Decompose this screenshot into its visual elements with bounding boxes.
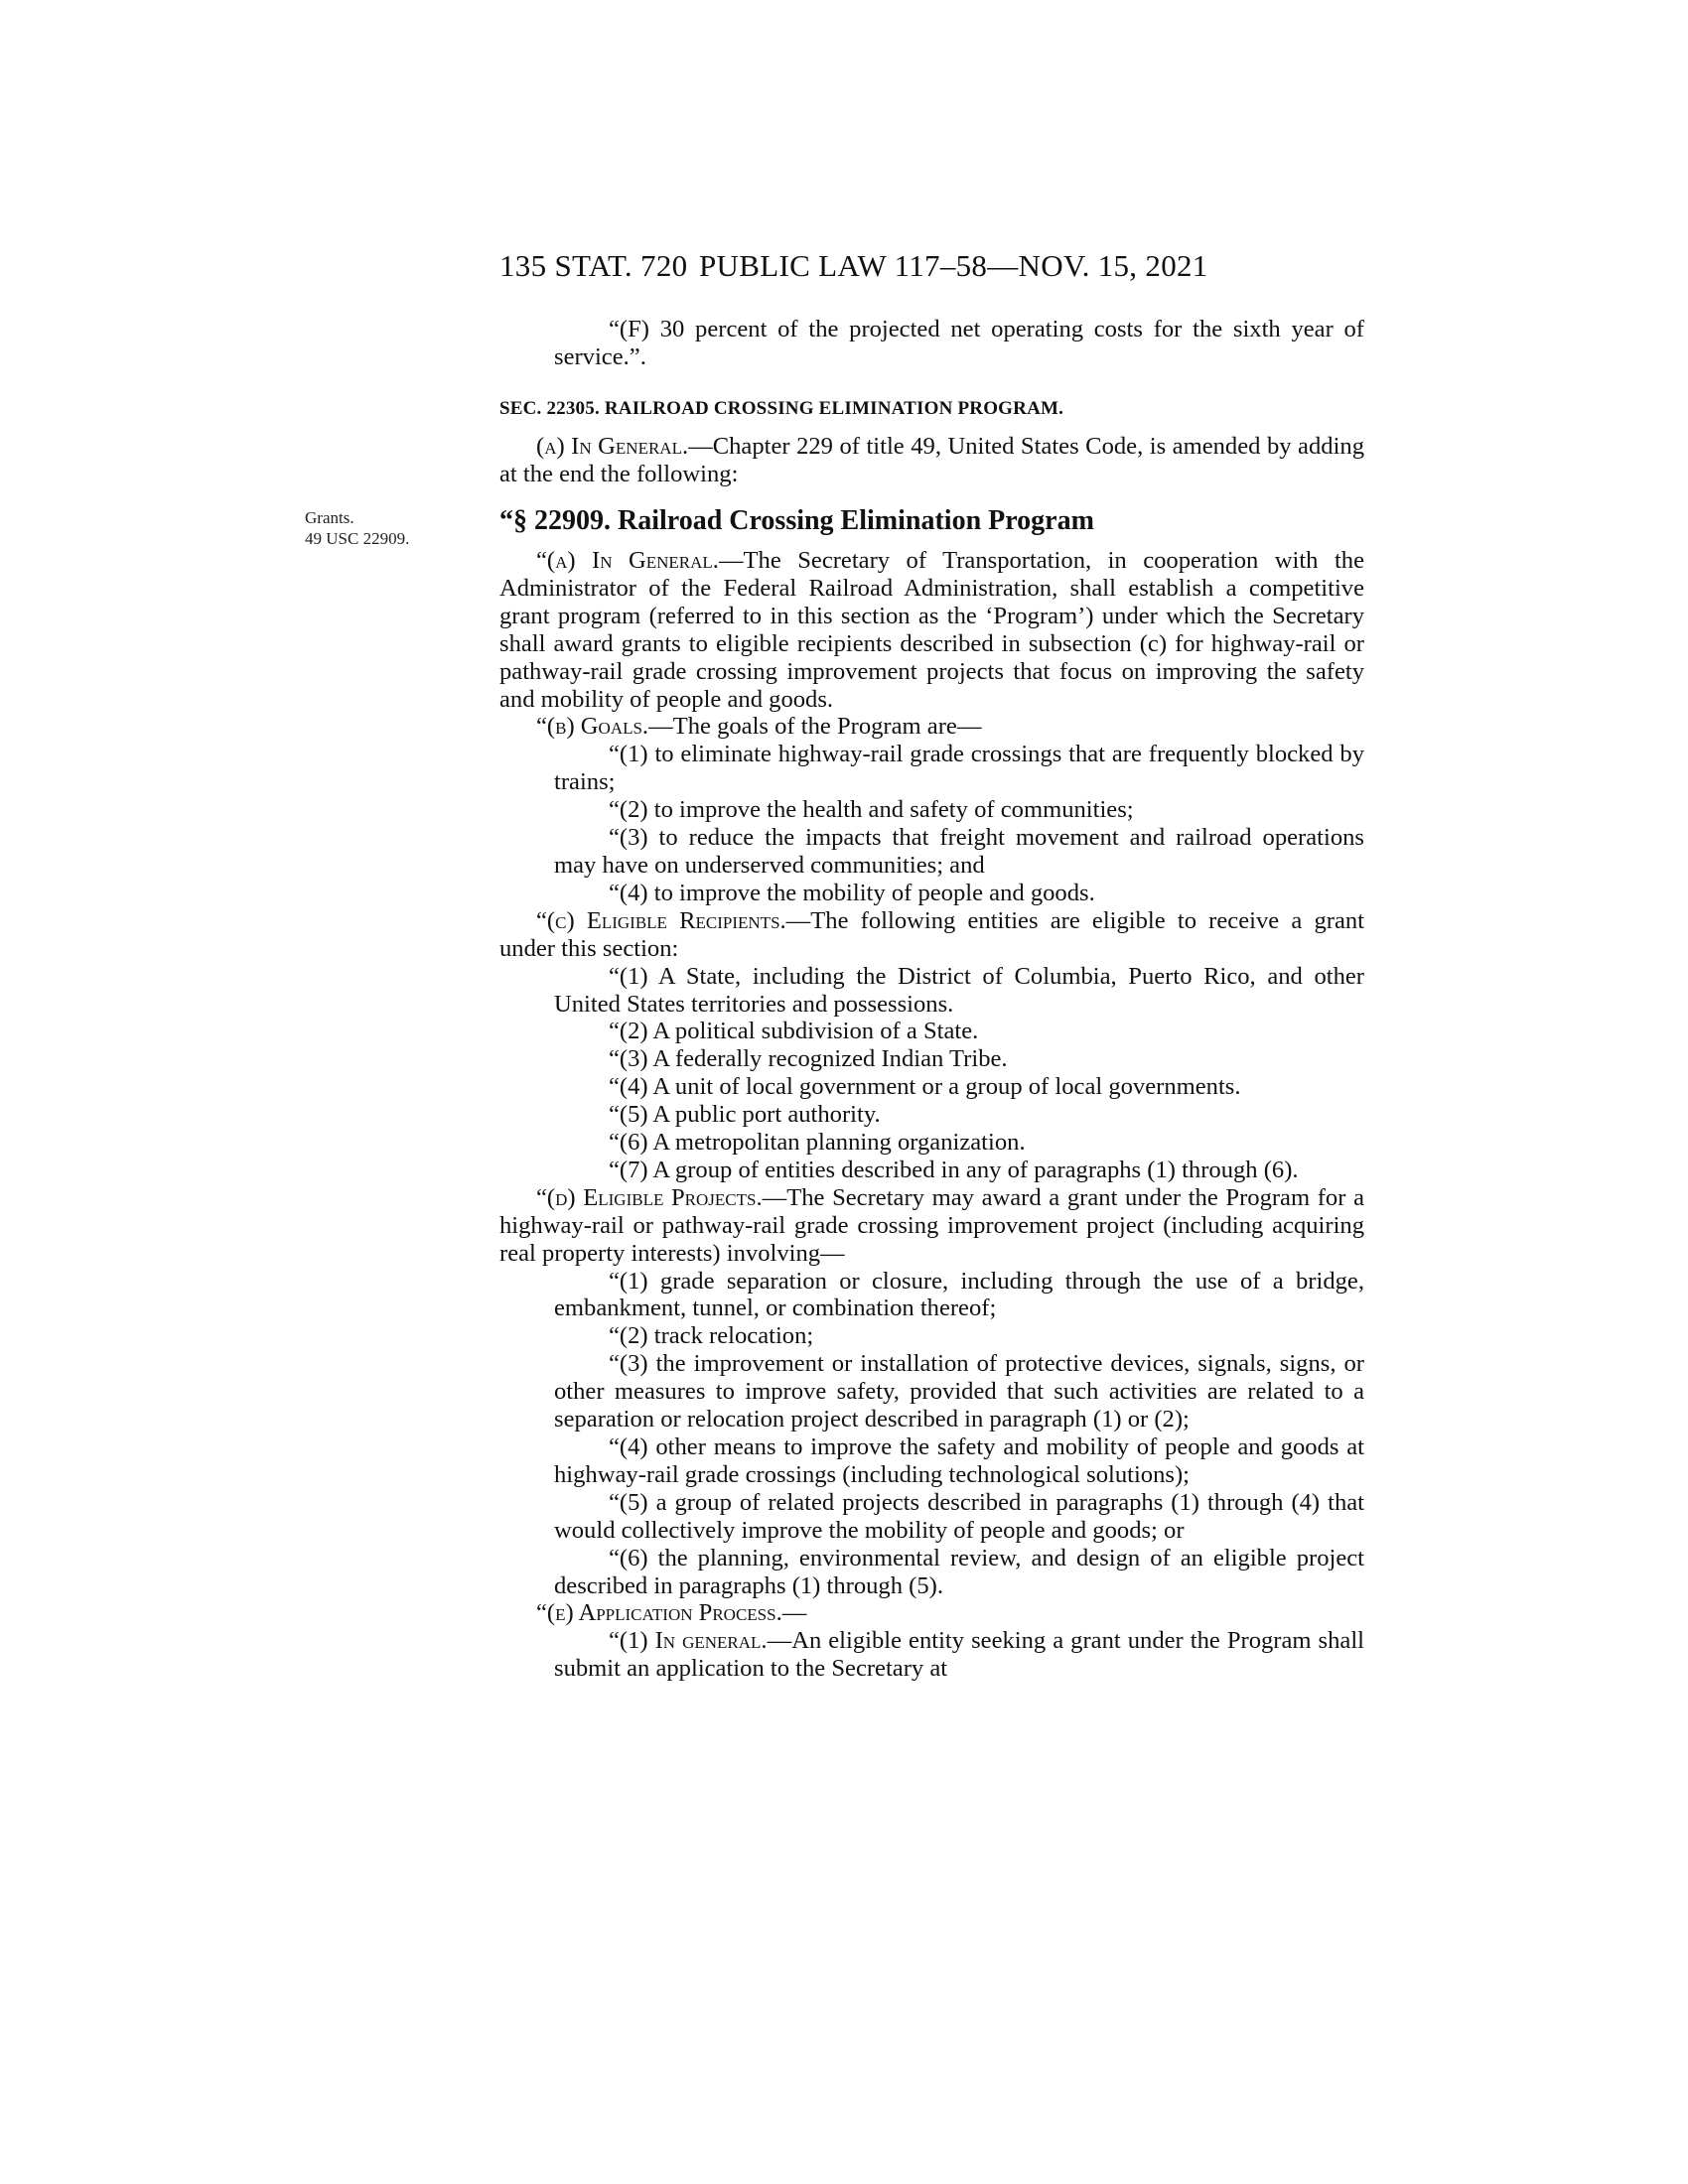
d5-item: “(5) a group of related projects described in paragraphs (1) through (4) that would collectively improve the mobility of people and goods; or <box>554 1488 1364 1544</box>
sec-22305-heading: SEC. 22305. RAILROAD CROSSING ELIMINATION PROGRAM. <box>499 398 1064 419</box>
e1-item <box>499 1627 1364 1683</box>
d2-item: “(2) track relocation; <box>609 1322 814 1350</box>
sa-label: “(a) In General. <box>536 547 719 574</box>
e1-body: —An eligible entity seeking a grant under the Program shall submit an application to the Secretary at <box>554 1627 1364 1683</box>
sd-paragraph <box>499 1184 1364 1268</box>
section-heading <box>499 395 1364 423</box>
b1-item: “(1) to eliminate highway-rail grade crossings that are frequently blocked by trains; <box>554 741 1364 796</box>
margin-note-grants: Grants. <box>305 508 354 527</box>
sc-body: —The following entities are eligible to receive a grant under this section: <box>499 906 1364 962</box>
sb-paragraph <box>499 713 1364 741</box>
d6-item: “(6) the planning, environmental review, and design of an eligible project described in paragraphs (1) through (5). <box>554 1544 1364 1599</box>
sb-label: “(b) Goals. <box>536 713 649 741</box>
subsection-a-body: —Chapter 229 of title 49, United States Code, is amended by adding at the end the following: <box>499 433 1364 487</box>
c3-item: “(3) A federally recognized Indian Tribe. <box>609 1045 1008 1073</box>
b2-item: “(2) to improve the health and safety of communities; <box>609 796 1134 824</box>
section-22909-title: “§ 22909. Railroad Crossing Elimination Program <box>499 505 1094 536</box>
sd-label: “(d) Eligible Projects. <box>536 1183 763 1211</box>
c2-item: “(2) A political subdivision of a State. <box>609 1018 979 1045</box>
d4-item: “(4) other means to improve the safety and mobility of people and goods at highway-rail grade crossings (including technological solutions); <box>554 1433 1364 1488</box>
subsection-a-label: (a) In General. <box>536 433 689 460</box>
c1-item: “(1) A State, including the District of Columbia, Puerto Rico, and other United States territories and possessions. <box>554 962 1364 1018</box>
d1-item: “(1) grade separation or closure, including through the use of a bridge, embankment, tunnel, or combination thereof; <box>554 1267 1364 1322</box>
margin-note-usc: 49 USC 22909. <box>305 529 410 548</box>
se-body: — <box>781 1599 807 1627</box>
sa-paragraph <box>499 547 1364 713</box>
paragraph-f-continued <box>499 316 1364 371</box>
new-section-title <box>499 507 1364 535</box>
se-paragraph <box>499 1599 1364 1627</box>
c5-item: “(5) A public port authority. <box>609 1101 881 1129</box>
item-f: “(F) 30 percent of the projected net operating costs for the sixth year of service.”. <box>554 316 1364 370</box>
sc-paragraph <box>499 907 1364 963</box>
b3-item: “(3) to reduce the impacts that freight movement and railroad operations may have on underserved communities; and <box>554 824 1364 879</box>
se-label: “(e) Application Process. <box>536 1599 782 1627</box>
page-citation: 135 STAT. 720 <box>499 248 688 283</box>
c6-item: “(6) A metropolitan planning organization. <box>609 1129 1026 1157</box>
e1-label: “(1) In general. <box>609 1627 768 1655</box>
sc-label: “(c) Eligible Recipients. <box>536 906 786 934</box>
c4-item: “(4) A unit of local government or a group of local governments. <box>609 1073 1241 1101</box>
d3-item: “(3) the improvement or installation of protective devices, signals, signs, or other measures to improve safety, provided that such activities are related to a separation or relocation project described in paragraph (1) or (2); <box>554 1350 1364 1433</box>
subsection-a <box>499 433 1364 488</box>
section-22909-body <box>499 547 1364 1683</box>
sb-body: —The goals of the Program are— <box>648 713 982 741</box>
subsection-a-text <box>499 433 1364 488</box>
c7-item: “(7) A group of entities described in any of paragraphs (1) through (6). <box>609 1156 1299 1183</box>
sa-body: —The Secretary of Transportation, in cooperation with the Administrator of the Federal Railroad Administration, shall establish a competitive grant program (referred to in this section as the ‘Program’) under which the Secretary shall award grants to eligible recipients described in subsection (c) for highway-rail or pathway-rail grade crossing improvement projects that focus on improving the safety and mobility of people and goods. <box>499 547 1364 713</box>
b4-item: “(4) to improve the mobility of people and goods. <box>609 879 1095 906</box>
sd-body: —The Secretary may award a grant under the Program for a highway-rail or pathway-rail grade crossing improvement project (including acquiring real property interests) involving— <box>499 1183 1364 1267</box>
running-header: PUBLIC LAW 117–58—NOV. 15, 2021 <box>699 248 1208 283</box>
